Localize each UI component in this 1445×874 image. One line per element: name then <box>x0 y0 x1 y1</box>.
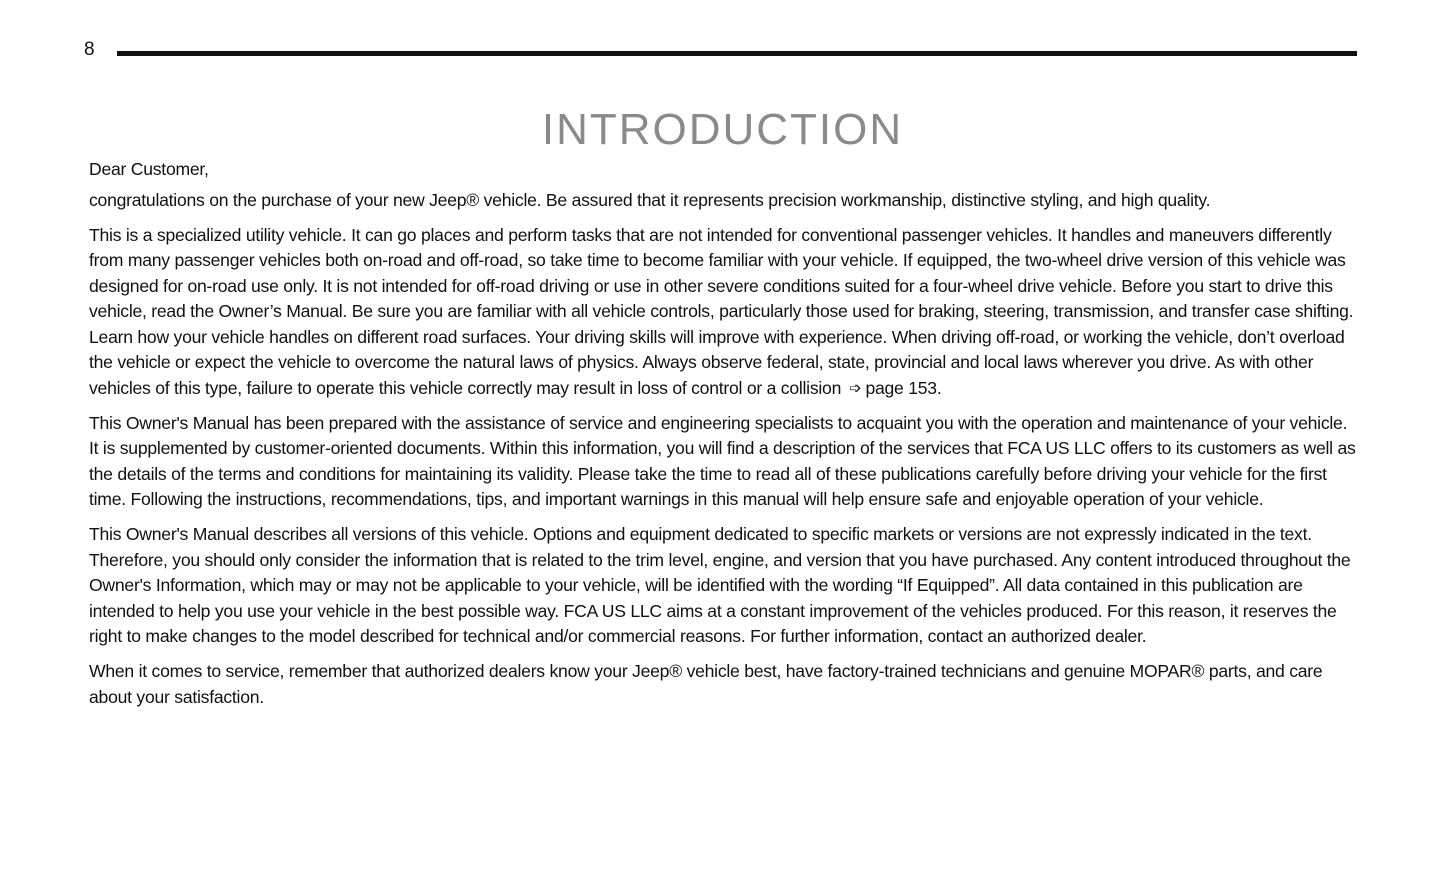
header-rule <box>117 51 1357 56</box>
paragraph-end-period: . <box>936 377 942 398</box>
salutation: Dear Customer, <box>89 159 209 179</box>
paragraph-utility-vehicle-text: This is a specialized utility vehicle. It can go places and perform tasks that are not intended for conventional passenger vehicles. It handles and maneuvers differently from many passenger vehicles both on-road and off-road, so take time to become familiar with your vehicle. If equipped, the two-wheel drive version of this vehicle was designed for on-road use only. It is not intended for off-road driving or use in other severe conditions suited for a four-wheel drive vehicle. Before you start to drive this vehicle, read the Owner’s Manual. Be sure you are familiar with all vehicle controls, particularly those used for braking, steering, transmission, and transfer case shifting. Learn how your vehicle handles on different road surfaces. Your driving skills will improve with experience. When driving off-road, or working the vehicle, don’t overload the vehicle or expect the vehicle to overcome the natural laws of physics. Always observe federal, state, provincial and local laws wherever you drive. As with other vehicles of this type, failure to operate this vehicle correctly may result in loss of control or a collision <box>89 224 1354 398</box>
page-number: 8 <box>84 39 95 60</box>
paragraph-manual-preparation: This Owner's Manual has been prepared with the assistance of service and engineering specialists to acquaint you with the operation and maintenance of your vehicle. It is supplemented by customer-oriented documents. Within this information, you will find a description of the services that FCA US LLC offers to its customers as well as the details of the terms and conditions for maintaining its validity. Please take the time to read all of these publications carefully before driving your vehicle for the first time. Following the instructions, recommendations, tips, and important warnings in this manual will help ensure safe and enjoyable operation of your vehicle. <box>89 412 1356 509</box>
paragraph-manual-versions: This Owner's Manual describes all versions of this vehicle. Options and equipment dedicated to specific markets or versions are not expressly indicated in the text. Therefore, you should only consider the information that is related to the trim level, engine, and version that you have purchased. Any content introduced throughout the Owner's Information, which may or may not be applicable to your vehicle, will be identified with the wording “If Equipped”. All data contained in this publication are intended to help you use your vehicle in the best possible way. FCA US LLC aims at a constant improvement of the vehicles produced. For this reason, it reserves the right to make changes to the model described for technical and/or commercial reasons. For further information, contact an authorized dealer. <box>89 524 1351 646</box>
body-text <box>89 157 1361 720</box>
paragraph-congratulations: congratulations on the purchase of your new Jeep® vehicle. Be assured that it represents precision workmanship, distinctive styling, and high quality. <box>89 189 1211 210</box>
page-title: INTRODUCTION <box>541 105 904 155</box>
paragraph-utility-vehicle <box>89 223 1361 402</box>
paragraph-service: When it comes to service, remember that authorized dealers know your Jeep® vehicle best, have factory-trained technicians and genuine MOPAR® parts, and care about your satisfaction. <box>89 661 1323 707</box>
page-reference-link[interactable]: page 153 <box>865 377 937 398</box>
arrow-right-icon: ➩ <box>849 379 862 397</box>
